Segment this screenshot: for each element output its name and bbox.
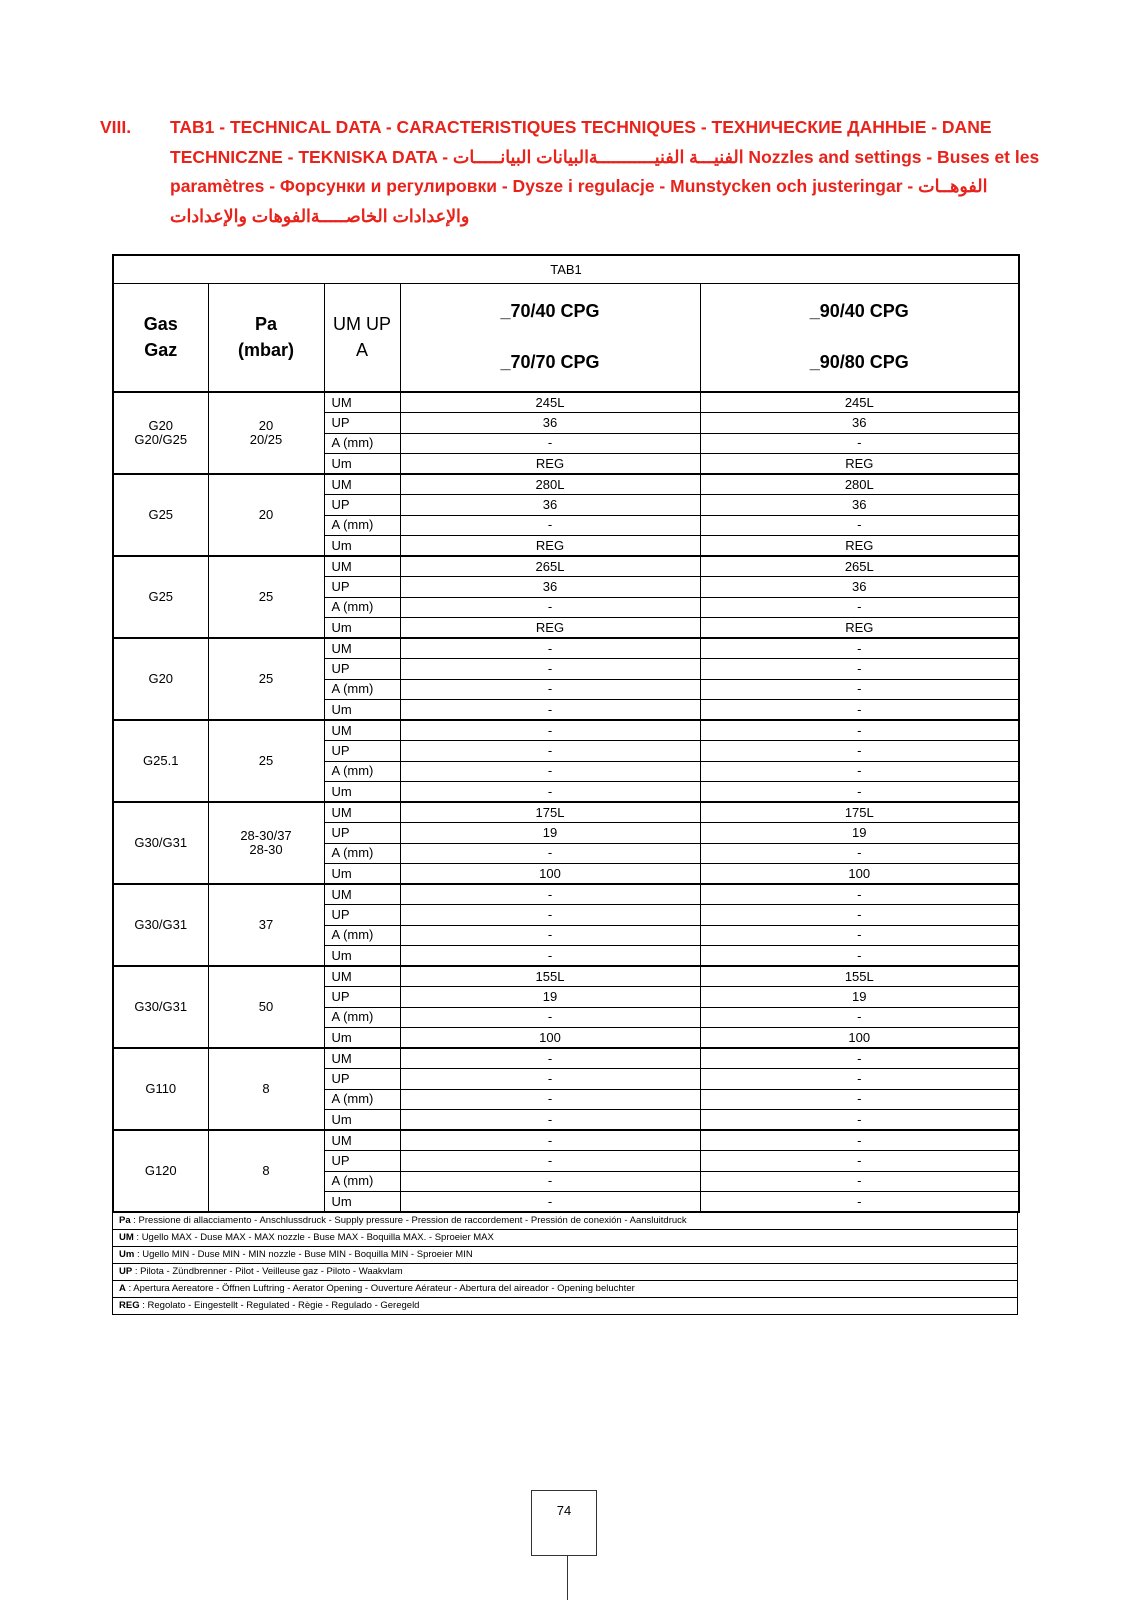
value-cell-70: 265L (400, 556, 700, 577)
table-row (113, 884, 1019, 905)
gas-type-cell: G25 (113, 474, 208, 556)
gas-type-cell: G110 (113, 1048, 208, 1130)
parameter-label: Um (324, 1028, 400, 1049)
table-row (113, 720, 1019, 741)
parameter-label: A (mm) (324, 843, 400, 864)
parameter-label: Um (324, 700, 400, 721)
parameter-label: UP (324, 1069, 400, 1090)
parameter-label: UP (324, 987, 400, 1008)
legend-text: : Ugello MAX - Duse MAX - MAX nozzle - Buse MAX - Boquilla MAX. - Sproeier MAX (133, 1232, 494, 1243)
pressure-cell: 25 (208, 556, 324, 638)
parameter-label: A (mm) (324, 679, 400, 700)
value-cell-90: - (700, 1007, 1019, 1028)
parameter-label: Um (324, 536, 400, 557)
value-cell-70: 36 (400, 413, 700, 434)
value-cell-90: - (700, 597, 1019, 618)
value-cell-90: - (700, 1192, 1019, 1213)
legend-entry (113, 1212, 1018, 1229)
value-cell-90: - (700, 843, 1019, 864)
parameter-label: UM (324, 720, 400, 741)
parameter-label: A (mm) (324, 1171, 400, 1192)
page-number: 74 (531, 1490, 597, 1556)
value-cell-90: - (700, 700, 1019, 721)
legend-text: : Ugello MIN - Duse MIN - MIN nozzle - Buse MIN - Boquilla MIN - Sproeier MIN (134, 1249, 473, 1260)
value-cell-70: - (400, 843, 700, 864)
parameter-label: UP (324, 823, 400, 844)
value-cell-70: - (400, 1151, 700, 1172)
value-cell-70: 245L (400, 392, 700, 413)
value-cell-70: - (400, 679, 700, 700)
value-cell-90: 36 (700, 413, 1019, 434)
parameter-label: A (mm) (324, 925, 400, 946)
parameter-label: UP (324, 577, 400, 598)
parameter-label: Um (324, 1192, 400, 1213)
value-cell-90: - (700, 1171, 1019, 1192)
parameter-label: A (mm) (324, 433, 400, 454)
parameter-label: UM (324, 556, 400, 577)
table-row (113, 392, 1019, 413)
value-cell-90: - (700, 1089, 1019, 1110)
gas-type-cell: G20 G20/G25 (113, 392, 208, 474)
page-number-connector (567, 1556, 568, 1600)
legend-key: UM (119, 1232, 134, 1243)
pressure-cell: 8 (208, 1048, 324, 1130)
table-row (113, 1130, 1019, 1151)
legend-key: REG (119, 1300, 140, 1311)
parameter-label: UM (324, 802, 400, 823)
section-title-line: TAB1 - TECHNICAL DATA - CARACTERISTIQUES TECHNIQUES - ТЕХНИЧЕСКИЕ ДАННЫЕ - DANE (170, 117, 992, 137)
value-cell-90: 100 (700, 864, 1019, 885)
legend-entry (113, 1297, 1018, 1314)
value-cell-70: 155L (400, 966, 700, 987)
value-cell-70: - (400, 905, 700, 926)
value-cell-70: - (400, 1007, 700, 1028)
value-cell-70: - (400, 1089, 700, 1110)
value-cell-90: - (700, 679, 1019, 700)
pressure-cell: 8 (208, 1130, 324, 1212)
gas-column-header: Gas Gaz (113, 283, 208, 392)
legend-key: A (119, 1283, 126, 1294)
parameter-label: UM (324, 392, 400, 413)
parameter-label: UP (324, 495, 400, 516)
legend-row (113, 1229, 1018, 1246)
table-row (113, 802, 1019, 823)
legend-row (113, 1280, 1018, 1297)
value-cell-70: - (400, 761, 700, 782)
section-title-line: TECHNICZNE - TEKNISKA DATA - الفنيـــة الفنيـــــــــــةالبيانات البيانـــــات Nozzles and settings - Buses et les (170, 146, 1040, 167)
technical-data-table (112, 254, 1020, 1213)
parameter-label: UP (324, 905, 400, 926)
value-cell-70: - (400, 638, 700, 659)
parameter-label: UP (324, 413, 400, 434)
table-row (113, 1048, 1019, 1069)
section-title (170, 113, 1040, 231)
parameter-label: A (mm) (324, 1007, 400, 1028)
value-cell-70: - (400, 1110, 700, 1131)
value-cell-90: 280L (700, 474, 1019, 495)
value-cell-70: 175L (400, 802, 700, 823)
value-cell-90: - (700, 1151, 1019, 1172)
value-cell-70: - (400, 884, 700, 905)
legend-text: : Apertura Aereatore - Öffnen Luftring - Aerator Opening - Ouverture Aérateur - Abertura del aireador - Opening beluchter (125, 1283, 635, 1294)
value-cell-70: - (400, 741, 700, 762)
value-cell-70: - (400, 1171, 700, 1192)
value-cell-90: REG (700, 536, 1019, 557)
table-title: TAB1 (113, 255, 1019, 283)
parameter-label: Um (324, 618, 400, 639)
value-cell-70: - (400, 720, 700, 741)
legend-text: : Pilota - Zündbrenner - Pilot - Veilleuse gaz - Piloto - Waakvlam (132, 1266, 403, 1277)
legend-text: : Pressione di allacciamento - Anschlussdruck - Supply pressure - Pression de raccordement - Pressión de conexión - Aansluitdruck (130, 1215, 687, 1227)
value-cell-70: - (400, 1048, 700, 1069)
value-cell-70: 36 (400, 577, 700, 598)
value-cell-70: - (400, 515, 700, 536)
parameter-column-header: UM UP A (324, 283, 400, 392)
legend-key: Um (119, 1249, 135, 1260)
parameter-label: UM (324, 1130, 400, 1151)
value-cell-90: - (700, 1130, 1019, 1151)
value-cell-70: - (400, 597, 700, 618)
parameter-label: UM (324, 1048, 400, 1069)
gas-type-cell: G20 (113, 638, 208, 720)
parameter-label: A (mm) (324, 597, 400, 618)
parameter-label: Um (324, 946, 400, 967)
value-cell-90: - (700, 741, 1019, 762)
value-cell-70: - (400, 925, 700, 946)
value-cell-70: REG (400, 454, 700, 475)
legend-entry (113, 1229, 1018, 1246)
value-cell-70: - (400, 1069, 700, 1090)
value-cell-90: 19 (700, 987, 1019, 1008)
legend-table (112, 1211, 1018, 1315)
table-row (113, 638, 1019, 659)
value-cell-90: - (700, 1069, 1019, 1090)
value-cell-90: - (700, 946, 1019, 967)
value-cell-70: 36 (400, 495, 700, 516)
value-cell-90: 155L (700, 966, 1019, 987)
value-cell-90: - (700, 638, 1019, 659)
parameter-label: UM (324, 638, 400, 659)
parameter-label: Um (324, 454, 400, 475)
value-cell-90: 100 (700, 1028, 1019, 1049)
legend-row (113, 1263, 1018, 1280)
value-cell-90: - (700, 659, 1019, 680)
section-title-line: paramètres - Форсунки и регулировки - Dysze i regulacje - Munstycken och justeringar - الفوهــات (170, 176, 988, 196)
value-cell-70: - (400, 700, 700, 721)
legend-row (113, 1297, 1018, 1314)
parameter-label: UP (324, 1151, 400, 1172)
value-cell-90: - (700, 1048, 1019, 1069)
value-cell-70: - (400, 946, 700, 967)
value-cell-70: - (400, 659, 700, 680)
value-cell-90: - (700, 433, 1019, 454)
legend-entry (113, 1263, 1018, 1280)
parameter-label: Um (324, 1110, 400, 1131)
gas-type-cell: G30/G31 (113, 966, 208, 1048)
gas-type-cell: G30/G31 (113, 884, 208, 966)
value-cell-90: - (700, 515, 1019, 536)
value-cell-90: - (700, 925, 1019, 946)
value-cell-90: 36 (700, 495, 1019, 516)
section-title-line: والإعدادات الخاصـــــةالفوهات والإعدادات (170, 205, 470, 226)
section-number: VIII. (100, 117, 132, 137)
table-row (113, 966, 1019, 987)
gas-type-cell: G25 (113, 556, 208, 638)
value-cell-70: - (400, 1192, 700, 1213)
value-cell-90: - (700, 905, 1019, 926)
parameter-label: A (mm) (324, 515, 400, 536)
legend-key: UP (119, 1266, 133, 1277)
pressure-cell: 20 (208, 474, 324, 556)
value-cell-90: - (700, 782, 1019, 803)
pressure-column-header: Pa (mbar) (208, 283, 324, 392)
parameter-label: Um (324, 782, 400, 803)
value-cell-70: - (400, 433, 700, 454)
pressure-cell: 50 (208, 966, 324, 1048)
legend-key: Pa (119, 1215, 131, 1227)
legend-row (113, 1246, 1018, 1263)
parameter-label: UM (324, 474, 400, 495)
legend-entry (113, 1280, 1018, 1297)
value-cell-70: 100 (400, 864, 700, 885)
parameter-label: A (mm) (324, 1089, 400, 1110)
pressure-cell: 25 (208, 638, 324, 720)
parameter-label: UP (324, 659, 400, 680)
value-cell-70: 19 (400, 823, 700, 844)
value-cell-90: 265L (700, 556, 1019, 577)
pressure-cell: 25 (208, 720, 324, 802)
value-cell-70: REG (400, 536, 700, 557)
parameter-label: A (mm) (324, 761, 400, 782)
parameter-label: UM (324, 884, 400, 905)
value-cell-70: 100 (400, 1028, 700, 1049)
value-cell-90: 19 (700, 823, 1019, 844)
pressure-cell: 28-30/37 28-30 (208, 802, 324, 884)
value-cell-90: - (700, 884, 1019, 905)
value-cell-90: REG (700, 618, 1019, 639)
value-cell-90: - (700, 761, 1019, 782)
model-column-header-70: _70/40 CPG _70/70 CPG (400, 283, 700, 392)
legend-entry (113, 1246, 1018, 1263)
gas-type-cell: G25.1 (113, 720, 208, 802)
value-cell-70: - (400, 1130, 700, 1151)
parameter-label: UP (324, 741, 400, 762)
value-cell-70: - (400, 782, 700, 803)
value-cell-90: 36 (700, 577, 1019, 598)
value-cell-90: - (700, 720, 1019, 741)
value-cell-90: REG (700, 454, 1019, 475)
model-column-header-90: _90/40 CPG _90/80 CPG (700, 283, 1019, 392)
parameter-label: UM (324, 966, 400, 987)
table-row (113, 474, 1019, 495)
value-cell-90: 245L (700, 392, 1019, 413)
legend-row (113, 1212, 1018, 1229)
legend-text: : Regolato - Eingestellt - Regulated - Règie - Regulado - Geregeld (139, 1300, 420, 1311)
pressure-cell: 37 (208, 884, 324, 966)
value-cell-70: REG (400, 618, 700, 639)
parameter-label: Um (324, 864, 400, 885)
gas-type-cell: G120 (113, 1130, 208, 1212)
table-row (113, 556, 1019, 577)
gas-type-cell: G30/G31 (113, 802, 208, 884)
value-cell-70: 280L (400, 474, 700, 495)
value-cell-90: 175L (700, 802, 1019, 823)
pressure-cell: 20 20/25 (208, 392, 324, 474)
value-cell-90: - (700, 1110, 1019, 1131)
value-cell-70: 19 (400, 987, 700, 1008)
